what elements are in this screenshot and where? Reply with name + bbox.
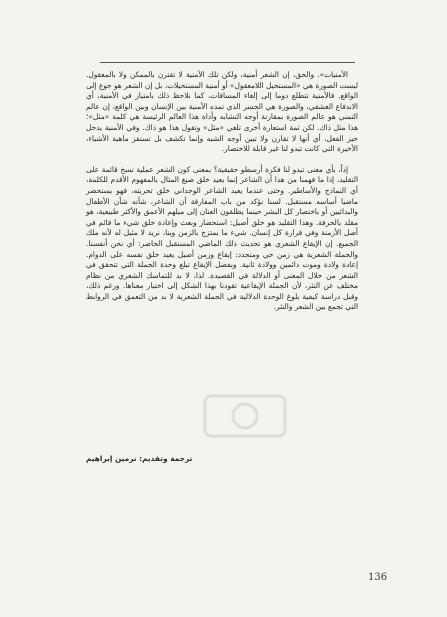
translator-credit: ترجمة وتقديم: نرمين إبراهيم xyxy=(86,454,193,463)
paragraph-1: الأمنيات». والحق، إن الشعر أمنية، ولكن تلك الأمنية لا تقترن بالممكن ولا بالمعقول. ليست الصورة هي «المستحيل اللامعقول» أو أمنية المستحيلات، بل إن الشعر هو جوع إلى الواقع. فالأمنية تتطلع دوما إلى إلغاء المسافات، كما نلاحظ ذلك بامتياز في الأمنية، أي الاندفاع العشقي، والصورة هي الجسر الذي تمده الأمنية بين الإنسان وبين الواقع، إن عالم التمني هو عالم الصورة بمقارنة أوجه التشابه وأداة هذا العالم الرئيسة هي كلمة «مثل»؛ هذا مثل ذاك. لكن ثمة استعارة أخرى تلغي «مثل» وتقول هذا هو ذاك. وفي الأمنية يدخل حيز الفعل، أي أنها لا تقارن ولا تبين أوجه الشبه وإنما تكشف بل تستفز ماهية الأشياء، الأخيرة التي كانت تبدو لنا غير قابلة للاختصار. xyxy=(86,70,358,154)
watermark-logo xyxy=(200,386,290,446)
top-rule xyxy=(100,62,355,63)
page-number: 136 xyxy=(368,572,388,583)
body-text xyxy=(86,70,358,313)
paragraph-2: إذاً، بأي معنى تبدو لنا فكرة أرسطو حقيقية؟ بمعنى كون الشعر عملية نسخ قائمة على التقليد، إذا ما فهمنا من هذا أن الشاعر إنما يعيد خلق صيغ المثال بالمفهوم الأقدم للكلمة، أي النماذج والأساطير. وحتى عندما يعيد الشاعر الوجداني خلق تجربته، فهو يستحضر ماضيا أساسه مستقبل. لسنا نؤكد من باب المفارقة أن الشاعر، شأنه شأن الأطفال والبدائيين أو باختصار كل البشر حينما يطلقون العنان إلى ميلهم الأعمق والأكثر طبيعية، هو مقلد بالحرفة. وهذا التقليد هو خلق أصيل: استحضار وبعث وإعادة خلق شيء ما قائم في أصل الأزمنة وفي قرارة كل إنسان. شيء ما يمتزج بالزمن وينا، نريد لا مثيل له لأنه ملك الجميع. إن الإيقاع الشعري هو تحديث ذلك الماضي المستقبل الحاضر: أي نحن أنفسنا. والجملة الشعرية هي زمن حي ومتجدد: إيقاع وزمن أصيل يعيد خلق نفسه على الدوام. إعادة ولادة وموت دائمين وولادة ثانية. وبفضل الإيقاع تبلغ وحدة الجملة التي تتحقق في الشعر من خلال المعنى أو الدلالة في القصيدة. لذا، لا بد للتماسك الشعري من نظام مختلف عن النثر، لأن الجملة الإيقاعية تقودنا بهذا الشكل إلى اختيار معناها. ورغم ذلك، وقبل دراسة كيفية بلوغ الوحدة الدلالية في الجملة الشعرية لا بد من التعمق في الروابط التي تجمع بين الشعر والنثر. xyxy=(86,164,358,312)
